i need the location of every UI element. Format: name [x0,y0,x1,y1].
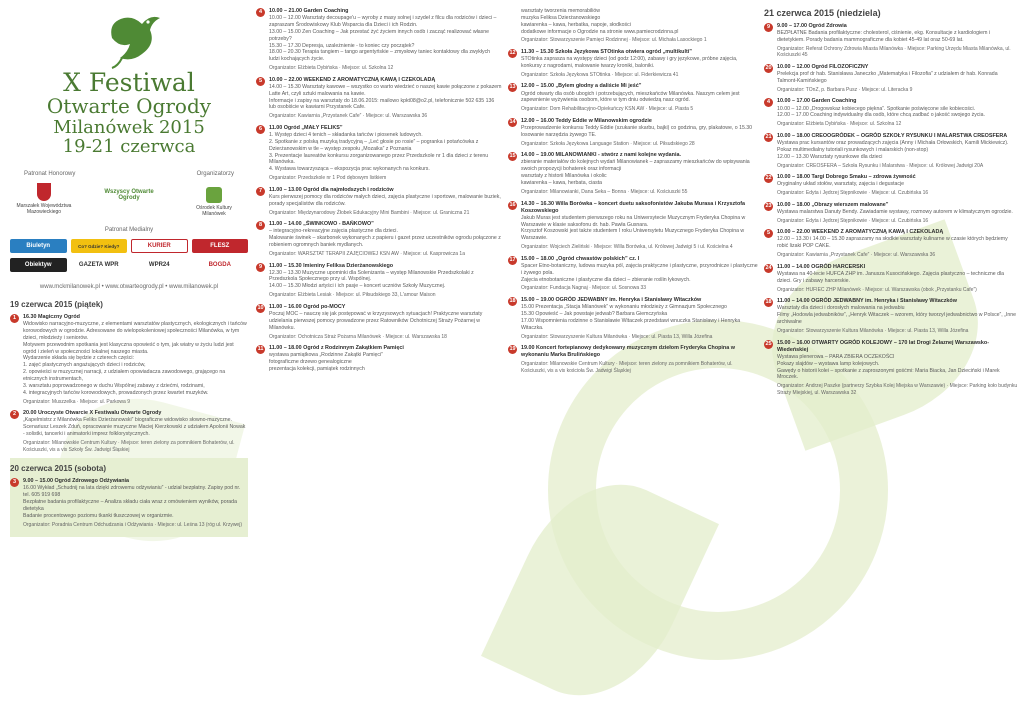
event-title: 14.30 – 16.30 Willa Borówka – koncert duetu saksofonistów Jakuba Murasa i Krzysztofa Koszowskiego [521,200,746,214]
event-organizer-place: Organizator: Fundacja Nagnaj · Miejsce: ul. Sosnowa 33 [521,285,647,292]
event-number-badge: 8 [256,221,265,230]
website-links[interactable]: www.mckmilanowek.pl • www.otwarteogrody.pl • www.milanowek.pl [39,284,219,291]
event-item [764,133,1018,169]
event-organizer-place: Organizator: Międzynarodowy Żłobek Edukacyjny Mini Bambini · Miejsce: ul. Graniczna 21 [269,209,470,216]
event-title: 10.00 – 17.00 Garden Coaching [777,98,857,105]
event-description-line: prezentacja kolekcji, pamiątek rodzinnych [269,365,365,372]
media-logo: KURIER [131,239,188,253]
title-line-2: Otwarte Ogrody [46,94,212,119]
event-item [764,174,1018,197]
event-number-badge: 9 [256,263,265,272]
event-number-badge: 6 [256,125,265,134]
title-line-4: 19-21 czerwca [62,136,196,158]
event-description-line: 15.30 – 17.30 Depresja, uzależnienie - to koniec czy początek? [269,42,415,49]
event-organizer-place: Organizator: TOnZ, p. Barbara Pusz · Miejsce: ul. Literacka 9 [777,86,913,93]
day-heading-saturday: 20 czerwca 2015 (sobota) [10,464,107,474]
event-item [256,8,502,72]
event-description-line: kawiarenka – kawa, herbatka, napoje, słodkości [521,21,631,28]
event-description-line: – integracyjno-rekreacyjne zajęcia plastyczne dla dzieci. [269,228,398,235]
event-description-line: kawiarenka – kawa, herbata, ciasta [521,180,603,187]
event-title: 11.00 – 15.30 Imieniny Feliksa Dzierżanowskiego [269,262,394,269]
event-item [764,23,1018,59]
event-organizer-place: Organizator: Elżbieta Lesiak · Miejsce: ul. Piłsudskiego 33, L'amour Maison [269,292,436,299]
event-item [508,118,758,147]
event-title: 10.00 – 22.00 WEEKEND Z AROMATYCZNĄ KAWĄ I CZEKOLADĄ [777,229,944,236]
event-organizer-place: Organizator: Milanowskie Centrum Kultury · Miejsce: teren zielony za pomnikiem Bohaterów, ul. Kościuszki, vis a vis kościoła Św. Jadwigi Śląskiej [521,361,733,375]
event-title: 15.00 – 16.00 OTWARTY OGRÓD KOLEJOWY – 170 lat Drogi Żelaznej Warszawsko-Wiedeńskiej [777,339,989,353]
event-title: 11.00 – 14.00 OGRÓD HARCERSKI [777,263,866,270]
event-list-saturday-start [10,478,248,528]
column-4 [764,8,1018,718]
event-description-line: 12.00 – 17.00 Coaching indywidualny dla osób, które chcą zadbać o jakość swojego życia. [777,112,985,119]
column-2 [256,8,502,718]
event-item [256,125,502,182]
event-description-line: Informacje i zapisy na warsztaty do 18.06.2015: mailowo kpkt08@o2.pl, telefonicznie 502 635 136 lub osobiście w kawiarni Przystanek Cafe. [269,97,495,111]
event-title: 9.00 – 17.00 Ogród Zdrowia [777,23,847,29]
event-number-badge: 20 [765,65,772,72]
event-number-badge: 5 [256,77,265,86]
event-description-line: BEZPŁATNE Badania profilaktyczne: cholesterol, ciśnienie, ekg. Konsultacje z kardiologiem i dietetykiem. Porady badania mammograficzne dla kobiet 45-49 lat oraz 50-69 lat. [777,30,990,43]
event-item [256,304,502,340]
event-description-line: Wystawa na 40-lecie HUFCA ZHP im. Janusza Kusocińskiego. Zajęcia plastyczno – techniczne dla dzieci. Gry i zabawy harcerskie. [777,270,1005,284]
event-item [764,229,1018,258]
event-number-badge: 14 [509,118,516,125]
event-number-badge: 18 [765,299,772,306]
event-description-line: muzyka Feliksa Dzierżanowskiego [521,14,601,21]
event-number-badge: 16 [509,201,516,208]
event-number-badge: 7 [256,187,265,196]
event-number-badge: 22 [765,175,772,182]
event-organizer-place: Organizator: Stowarzyszenie Kultura Milanówka · Miejsce: ul. Piasta 13, Willa Józefina [521,333,713,340]
event-description-line: 2. Spotkanie z polską muzyką tradycyjną – „Leć głosie po rosie” – pogranka i potańcówka z Dzierżanowskim w tle – występ zespołu „Mozaika” z Poznania [269,138,479,152]
event-number-badge: 23 [765,202,772,209]
event-description-line: Badanie procentowego poziomu tkanki tłuszczowej w organizmie. [23,512,174,519]
event-list-sunday [764,23,1018,396]
event-number-badge: 10 [257,304,264,311]
okm-logo-icon [206,187,222,203]
media-logo: FLESZ [192,239,249,253]
event-title: 11.00 – 13.00 Ogród dla najmłodszych i rodziców [269,186,394,193]
event-description-line: dodatkowe informacje o Ogrodzie na stronie www.pamiecrodzinna.pl [521,28,679,35]
event-item [256,345,502,373]
event-description-line: 12.00 – 13.30 i 14.00 – 15.30 zapraszamy na słodkie warsztaty kulinarne w czasie których będziemy robić lizaki POP CAKE. [777,236,1008,250]
event-number-badge: 25 [765,340,772,347]
crest-icon [37,183,51,201]
event-number-badge: 4 [764,98,773,107]
column-3 [508,8,758,718]
event-item [256,263,502,299]
event-title: 12.00 – 16.00 Teddy Eddie w Milanowskim ogrodzie [521,117,652,124]
event-organizer-place: Organizator: Milanowskie Centrum Kultury · Miejsce: teren zielony za pomnikiem Bohaterów, ul. Kościuszki, vis a vis Szkoły Św. Jadwigi Śląskiej [23,439,235,453]
event-number-badge: 24 [765,264,772,271]
patron-labels [10,171,248,177]
event-description-line: 4. integracyjnych tańców korowodowych, prowadzonych przez kwartet muzyków. [23,389,209,396]
event-description-line: 15.30 Opowieść – Jak powstaje jedwab? Barbara Giemczyńska [521,311,668,318]
media-logo: Biuletyn [10,239,67,253]
event-number-badge: 9 [764,23,773,32]
event-title: 10.00 – 22.00 WEEKEND Z AROMATYCZNĄ KAWĄ I CZEKOLADĄ [269,76,436,83]
event-description-line: Przeprowadzenie konkursu Teddy Eddie (szukanie skarbu, bajki) co godzina, gry, plakatowe, o 15.30 losowanie narzędzia żywego TE. [521,125,753,138]
event-item [508,345,758,374]
event-description-line: 3. warsztatu poprowadzonego w duchu Wspólnej zabawy z dziećmi, rodzinami, [23,382,205,389]
mazowsze-patron-logo: Marszałek Województwa Mazowieckiego [14,183,74,217]
event-description-line: 1. Występ dzieci 4 tenich – składanka tańców i piosenek ludowych. [269,132,423,139]
event-item [764,340,1018,397]
event-description-line: 13.00 – 15.00 Zen Coaching – Jak przestać żyć życiem innych osób i zacząć realizować własne potrzeby? [269,28,490,42]
event-description-line: „Kapelmistrz z Milanówka Feliks Dzierżanowski” biograficzne widowisko słowno-muzyczne. Scenariusz Leszek Zduń, opracowanie muzyczne Maciej Kierzkowski z udziałem Apolonii Nowak - solistki, tancerki i animatorki imprez folklorystycznych. [23,417,246,438]
event-organizer-place: Organizator: Andrzej Paszke (partnerzy Szybka Kolej Miejska w Warszawie) · Miejsce: Parking koło budynku Straży Miejskiej, ul. Warszawska 32 [777,383,1018,396]
event-number-badge: 19 [509,346,516,353]
media-logo: Co? Gdzie? Kiedy? [71,239,128,253]
event-organizer-place: Organizator: Stowarzyszenie Pamięci Rodzinnej · Miejsce: ul. Michała Lasockiego 1 [521,37,707,44]
event-organizer-place: Organizator: HUFIEC ZHP Milanówek · Miejsce: ul. Warszawska (obok „Przystanku Cafe”) [777,286,977,293]
event-description-line: Gawędy o historii kolei – spotkanie z zaproszonymi gośćmi: Maria Biacka, Jan Dzieciński i Marek Mroczek. [777,367,1000,381]
event-title: 16.30 Magiczny Ogród [23,314,80,321]
event-description-line: Filmy „Hodowla jedwabników”, „Henryk Witaczek – wzorem, który tworzył jedwabnictwo w Polsce”, „Inne archiwalne [777,312,1016,326]
patron-logos [10,183,248,217]
event-description-line: 2. opowieści w muzycznej narracji, z udziałem opowiadacza zawodowego, grającego na etnicznych instrumentach, [23,369,226,383]
event-description-line: 12.30 – 13.30 Muzyczne upominki dla Solenizanta – występ Milanowskie Przedszkolaki z Przedszkola Społecznego przy ul. Wspólnej. [269,269,474,283]
event-item [10,410,248,453]
event-organizer-place: Organizator: CREOSFERA – Szkoła Rysunku i Malarstwa · Miejsce: ul. Królowej Jadwigi 20A [777,162,984,169]
event-number-badge: 18 [509,298,516,305]
event-number-badge: 12 [509,50,516,57]
event-description-line: 4. Wystawa towarzysząca – ekspozycja prac wykonanych na konkurs. [269,166,430,173]
media-logo: GAZETA WPR [78,262,119,269]
event-title: 10.00 – 12.00 Ogród FILOZOFICZNY [777,64,869,71]
event-description-line: 14.00 – 15.30 Młodzi artyści i ich pasje – koncert uczniów Szkoły Muzycznej. [269,283,446,290]
organizer-logo-1: Wszyscy Otwarte Ogrody [104,189,154,202]
day-heading-friday: 19 czerwca 2015 (piątek) [10,300,103,310]
event-description-line: 17.00 Wspomnienia rodzinne o Stanisławie Witaczek przedstawi wnuczka Stanisławy i Henryka Witaczka. [521,317,741,331]
event-title: 15.00 – 19.00 OGRÓD JEDWABNY im. Henryka i Stanisławy Witaczków [521,297,702,304]
event-organizer-place: Organizator: Poradnia Centrum Odchudzania i Odżywiania · Miejsce: ul. Leśna 13 (róg ul. Krzywej) [23,521,242,528]
event-title: 11.00 – 14.00 OGRÓD JEDWABNY im. Henryka i Stanisławy Witaczków [777,298,957,305]
event-description-line: Spacer Etno-botaniczny, ludowa muzyka pól, zajęcia praktyczne i plastyczne, przyrodnicze i plastyczne i żywego pola. [521,262,758,276]
event-description-line: 14.00 – 15.30 Warsztaty kawowe – wszystko co warto wiedzieć o naszej kawie połączone z pokazem Latte Art, czyli sztuki malowania na kawie. [269,83,502,97]
day-heading-sunday: 21 czerwca 2015 (niedziela) [764,8,881,18]
event-number-badge: 21 [765,133,772,140]
event-item [764,202,1018,225]
event-title: 11.00 – 18.00 Ogród z Rodzinnym Zakątkiem Pamięci [269,345,404,352]
event-description-line: Pokazy slajdów – wystawa lamp kolejowych. [777,360,880,367]
event-item [256,77,502,120]
event-description-line: 3. Prezentacje laureatów konkursu zorganizowanego przez Przedszkole nr 1 dla dzieci z terenu Milanówka. [269,152,489,166]
event-description-line: Kurs pierwszej pomocy dla rodziców małych dzieci, zajęcia plastyczne i sportowe, malowanie buziek, porady specjalistów dla rodziców. [269,193,501,207]
event-description-line: wystawa pamiątkowa „Rodzinne Zakątki Pamięci” [269,352,383,359]
event-description-line: Motywem przewodnim spotkania jest klasyczna opowieść o tym, jak wiatry w życiu ludzi jest ogród i zieleń w społeczności lokalnej naszego miasta. [23,341,234,355]
event-organizer-place: Organizator: Elżbieta Dybińska · Miejsce: ul. Szkolna 12 [777,121,902,128]
event-title: 11.00 – 16.00 Ogród po-MOCY [269,303,346,310]
media-logo: WPR24 [148,262,170,269]
event-item [508,256,758,292]
event-number-badge: 2 [10,410,19,419]
event-organizer-place: Organizator: Przedszkole nr 1 Pod dębowym listkiem [269,175,387,182]
media-logos [10,239,248,272]
event-description-line: Pokaz multimedialny tutoriali rysunkowych i malarskich (non-stop) [777,146,929,153]
event-description-line: Krzysztof Koszowski jest także studentem I roku Uniwersytetu Muzycznego Fryderyka Chopina w Warszawie. [521,228,745,242]
event-item [764,298,1018,334]
event-title: 15.00 – 18.00 „Ogród chwastów polskich” cz. I [521,255,640,262]
bird-logo-icon [98,8,168,70]
event-description-line: 15.00 Prezentacja „Stacja Milanówek” w wykonaniu młodzieży z Gimnazjum Społecznego [521,304,727,311]
event-organizer-place: Organizator: WARSZTAT TERAPII ZAJĘCIOWEJ KSN AW · Miejsce: ul. Kasprowicza 1a [269,250,465,257]
event-number-badge: 5 [764,229,773,238]
event-description-line: 10.00 – 12.00 „Drogowskaz kobiecego piękna”. Spotkanie poświęcone sile kobiecości. [777,105,976,112]
event-organizer-place: Organizator: Dom Rehabilitacyjno-Opiekuńczy KSN AW · Miejsce: ul. Piasta 5 [521,106,694,113]
event-item [508,83,758,112]
column-1 [10,8,248,718]
media-logo: BOGDA [208,262,231,269]
event-description-line: STOtinka zaprasza na występy dzieci (od godz 12:00), zabawy i gry językowe, próbne zajęcia, konkursy z nagrodami, malowanie twarzy kroniki, baloniki. [521,56,738,70]
event-description-line: zbieranie materiałów do kolejnych wydań Milanowianek – zapraszamy mieszkańców do wpisywania swoich propozycji bohaterek oraz informacji [521,159,750,173]
event-organizer-place: Organizator: Ochotnicza Straż Pożarna Milanówek · Miejsce: ul. Warszawska 18 [269,333,447,340]
event-organizer-place: Organizator: Milanowianki, Dana Seka – Bonna · Miejsce: ul. Kościuszki 55 [521,188,688,195]
event-title: 10.00 – 18.00 Targi Dobrego Smaku – zdrowa żywność [777,174,916,181]
event-number-badge: 4 [256,8,265,17]
event-description-line: Wystawa malarstwa Danuty Bendy. Zawiadamie wystawy, rozmowy autorem w klimatycznym ogrodzie. [777,208,1013,215]
event-title: 10.00 – 21.00 Garden Coaching [269,8,349,14]
event-organizer-place: Organizator: Elżbieta Dybińska · Miejsce: ul. Szkolna 12 [269,65,394,72]
event-title: 11.00 – 14.00 „ŚWINKOWO - BAŃKOWO” [269,221,374,228]
event-organizer-place: Organizator: Referat Ochrony Zdrowia Miasta Milanówka · Miejsce: Parking Urzędu Miasta Milanówka, ul. Kościuszki 45 [777,45,1011,59]
event-number-badge: 13 [509,84,516,91]
event-organizer-place: Organizator: Stowarzyszenie Kultura Milanówka · Miejsce: ul. Piasta 13, Willa Józefina [777,327,969,334]
event-description-line: Ogród otwarty dla osób ubogich i potrzebujących, mieszkańców Milanówka. Naszym celem jest zapewnienie wyżywienia osobom, które w tym dniu odwiedzą nasz ogród. [521,90,740,104]
event-number-badge: 3 [10,478,19,487]
event-title: 20.00 Uroczyste Otwarcie X Festiwalu Otwarte Ogrody [23,410,162,417]
event-organizer-place: Organizator: Muszzelka · Miejsce: ul. Parkowa 9 [23,398,130,405]
event-title: 10.00 – 18.00 „Obrazy wierszem malowane” [777,201,889,208]
event-item [508,297,758,340]
event-number-badge: 17 [509,256,516,263]
event-description-line: 10.00 – 12.00 Warsztaty decoupage'u – wyroby z masy solnej i szydeł z filcu dla rodziców i dzieci – zapraszam Środowiskowy Klub Wsparcia dla Dzieci i ich Rodzin. [269,15,497,28]
event-description-line: Wydarzenie składa się będzie z czterech części: [23,355,134,362]
event-description-line: Wystawa plenerowa – PARA ZBIERA OCZEKOŚCI [777,353,895,360]
organizers-label: Organizatorzy [196,171,234,178]
event-organizer-place: Organizator: Edyta i Jędrzej Stępnikowie · Miejsce: ul. Czubińska 16 [777,217,929,224]
event-item [764,98,1018,127]
event-description-line: fotograficzne drzewo genealogiczne [269,359,352,366]
event-organizer-place: Organizator: Szkoła Językowa STOtinka · Miejsce: ul. Fiderkiewicza 41 [521,71,679,78]
event-item [508,8,758,44]
title-line-3: Milanówek 2015 [53,117,205,139]
media-patron-label: Patronat Medialny [104,227,154,234]
event-description-line: Wystawa prac kursantów oraz prowadzących zajęcia (Anny i Michała Orłowskich, Kamili Mickiewicz). [777,140,1009,147]
event-organizer-place: Organizator: Edyta i Jędrzej Stępnikowie · Miejsce: ul. Czubińska 16 [777,190,929,197]
event-description-line: Widowisko narracyjno-muzyczne, z elementami warsztatów plastycznych, ekologicznych i tańców korowodowych w ogrodzie. Adresowane do wielopokoleniowej społeczności Milanówka, w tym dzieci, młodzieży i seniorów. [23,321,247,341]
event-item [508,49,758,78]
event-organizer-place: Organizator: Kawiarnia „Przystanek Cafe” · Miejsce: ul. Warszawska 36 [269,113,428,120]
event-item [764,64,1018,93]
title-line-1: X Festiwal [63,68,195,97]
event-description-line: Warsztaty dla dzieci i dorosłych malowania na jedwabiu [777,305,905,312]
event-description-line: Malowanie świnek – skarbonek wykonanych z papieru i gazet przez uczestników ogrodu połączone z robieniem ogromnych baniek mydlanych. [269,235,501,249]
media-logo: Obiektyw [10,258,67,272]
event-description-line: 16.00 Wykład „Schudnij na lata dzięki zdrowemu odżywianiu” - udział bezpłatny. Zapisy pod nr. tel. 605 919 698 [23,485,241,499]
event-number-badge: 11 [257,346,264,353]
event-description-line: 12.00 – 13.30 Warsztaty rysunkowe dla dzieci [777,153,883,160]
honorary-patron-label: Patronat Honorowy [24,171,76,178]
festival-title [10,70,248,157]
event-title: 14.00 – 19.00 MILANOWIANKI - stwórz z nami kolejne wydania. [521,152,681,159]
event-item [256,187,502,216]
event-title: 9.00 – 15.00 Ogród Zdrowego Odżywiania [23,478,130,485]
event-description-line: Oryginalny układ stołów, warsztaty, zajęcia i degustacje [777,181,905,188]
event-number-badge: 1 [10,314,19,323]
event-title: 10.00 – 18.00 CREOOGRÓDEK – OGRÓD SZKOŁY RYSUNKU I MALARSTWA CREOSFERA [777,132,1008,139]
event-list-friday [10,314,248,453]
event-description-line: 1. zajęć plastycznych angażujących dzieci i rodziców, [23,362,146,369]
event-list-saturday [256,8,502,373]
event-item [10,478,248,528]
event-item [508,152,758,195]
organizer-logo-2: Ośrodek Kultury Milanówek [184,183,244,217]
event-description-line: Jakub Muras jest studentem pierwszego roku na Uniwersytecie Muzycznym Fryderyka Chopina w Warszawie w klasie saksofonu dr. hab. Pawła Gusnara. [521,214,746,228]
event-title: 19.00 Koncert fortepianowy dedykowany muzycznym dziełom Fryderyka Chopina w wykonaniu Marka Brulińskiego [521,345,735,359]
event-organizer-place: Organizator: Szkoła Językowa Language Station · Miejsce: ul. Piłsudskiego 28 [521,140,695,147]
event-organizer-place: Organizator: Kawiarnia „Przystanek Cafe” · Miejsce: ul. Warszawska 36 [777,252,936,259]
event-description-line: Poczuj MOC – nauczę się jak postępować w krzyzysowych sytuacjach! Praktyczne warsztaty udzielania pierwszej pomocy prowadzone przez Ratowników Ochotniczej Straży Pożarnej w Milanówku. [269,310,483,331]
event-list-saturday-cont [508,8,758,375]
event-title: 12.00 – 15.00 „Bylem głodny a daliście Mi jeść” [521,83,642,90]
day-band-saturday [10,458,248,537]
event-item [508,201,758,251]
event-number-badge: 15 [509,153,516,160]
event-description-line: warsztaty tworzenia memorabiliów [521,8,600,14]
event-description-line: Zajęcia etnobotaniczne i plastyczne dla dzieci – zbieranie roślin łykowych. [521,276,691,283]
event-item [10,314,248,405]
event-description-line: Prelekcja prof dr hab. Stanisława Janeczko „Matematyka i Filozofia” z udziałem dr hab. Konrada Talmont-Kamińskiego [777,71,998,85]
event-item [256,221,502,257]
event-organizer-place: Organizator: Wojciech Zieliński · Miejsce: Willa Borówka, ul. Królowej Jadwigi 5 i ul. Kościelna 4 [521,244,733,251]
event-title: 11.00 Ogród „MAŁY FELIKS” [269,124,343,131]
event-description-line: warsztaty z historii Milanówka i okolic [521,173,607,180]
event-title: 11.30 – 15.30 Szkoła Językowa STOtinka otwiera ogród „multikulti” [521,49,692,56]
event-description-line: 18.00 – 20.30 Terapia tangiem – tango argentyńskie – zmysłowy taniec kontaktowy dla zwykłych ludzi kochających życie. [269,49,491,63]
event-description-line: Bezpłatne badania profilaktyczne – Analiza składu ciała wraz z omówieniem wyników, porada dietetyka [23,498,237,512]
event-item [764,264,1018,293]
